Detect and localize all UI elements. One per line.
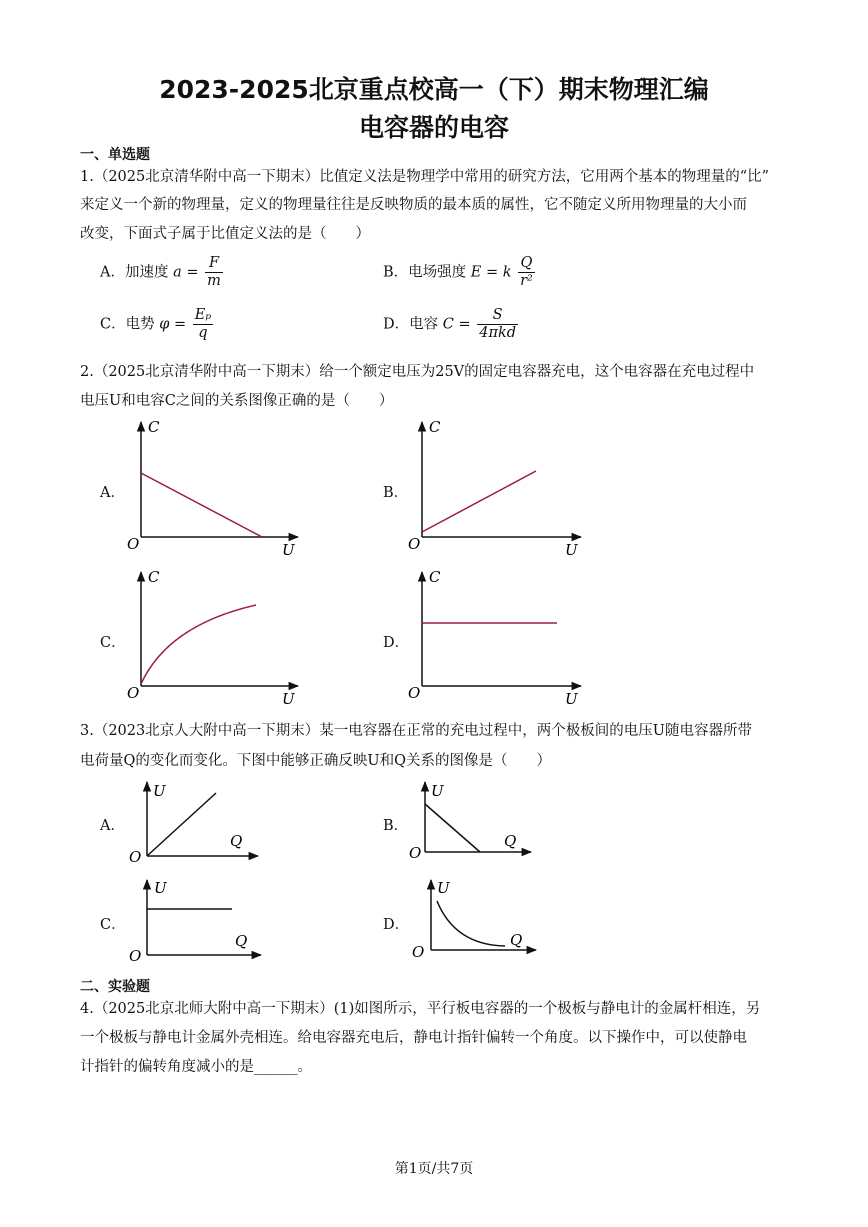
q3-c-xlabel: Q [235, 932, 248, 950]
q2-b-xlabel: U [565, 541, 578, 559]
q2-b-curve [422, 471, 536, 532]
q3-a-xlabel: Q [230, 832, 243, 850]
q2-label-d: D． [383, 635, 410, 651]
q2-b-origin: O [408, 535, 421, 553]
section-experiment: 二、实验题 [80, 979, 150, 995]
q2-line1: 2.（2025北京清华附中高一下期末）给一个额定电压为25V的固定电容器充电，这个电容器在充电过程中 [80, 364, 755, 380]
q3-graph-d [412, 879, 536, 961]
q2-d-ylabel: C [429, 568, 441, 586]
q1-option-d: D．电容 C = $\frac{S}{\text{4πkd}}$ [383, 307, 517, 341]
q2-a-ylabel: C [148, 418, 160, 436]
q3-graph-c [129, 879, 261, 965]
q1-option-b: B．电场强度 E = k $\frac{Q}{\text{r²}}$ [383, 255, 533, 289]
section-single-choice: 一、单选题 [80, 147, 150, 163]
q4-line1: 4.（2025北京北师大附中高一下期末）(1)如图所示，平行板电容器的一个极板与静电计的金属杆相连，另 [80, 1001, 761, 1017]
q4-line2: 一个极板与静电计金属外壳相连。给电容器充电后，静电计指针偏转一个角度。以下操作中，可以使静电 [80, 1030, 747, 1046]
q3-c-origin: O [129, 947, 142, 965]
page-title: 2023-2025北京重点校高一（下）期末物理汇编 [159, 75, 709, 104]
q2-line2: 电压U和电容C之间的关系图像正确的是（ ） [80, 393, 394, 409]
q3-graph-b [409, 782, 531, 862]
q3-d-xlabel: Q [510, 931, 523, 949]
q2-label-b: B． [383, 485, 409, 501]
q3-a-ylabel: U [153, 782, 166, 800]
q3-b-ylabel: U [431, 782, 444, 800]
page-subtitle: 电容器的电容 [358, 113, 509, 142]
q2-d-xlabel: U [565, 690, 578, 708]
q2-graph-b [408, 418, 581, 559]
q3-d-ylabel: U [437, 879, 450, 897]
q3-label-c: C． [100, 917, 126, 933]
q2-c-curve [141, 605, 256, 684]
q1-option-c: C．电势 φ = $\frac{\text{Eₚ}}{q}$ [100, 307, 212, 341]
q3-graph-a [129, 782, 258, 866]
q3-c-ylabel: U [154, 879, 167, 897]
q2-c-ylabel: C [148, 568, 160, 586]
q1-line2: 来定义一个新的物理量，定义的物理量往往是反映物质的最本质的属性，它不随定义所用物理量的大小而 [80, 197, 747, 213]
q1-option-a: A．加速度 a = $\frac{F}{m}$ [100, 255, 221, 289]
q3-b-curve [425, 804, 480, 852]
q2-d-origin: O [408, 684, 421, 702]
q2-a-origin: O [127, 535, 140, 553]
q3-b-origin: O [409, 844, 422, 862]
q3-d-curve [437, 901, 505, 946]
q1-line1: 1.（2025北京清华附中高一下期末）比值定义法是物理学中常用的研究方法，它用两个基本的物理量的“比” [80, 169, 770, 185]
q3-line1: 3.（2023北京人大附中高一下期末）某一电容器在正常的充电过程中，两个极板间的电压U随电容器所带 [80, 723, 752, 739]
q3-b-xlabel: Q [504, 832, 517, 850]
q3-line2: 电荷量Q的变化而变化。下图中能够正确反映U和Q关系的图像是（ ） [80, 753, 551, 769]
q3-a-origin: O [129, 848, 142, 866]
q2-c-xlabel: U [282, 690, 295, 708]
q2-graph-d [408, 568, 581, 708]
q2-a-xlabel: U [282, 541, 295, 559]
q4-line3: 计指针的偏转角度减小的是______。 [80, 1059, 312, 1075]
q3-label-a: A． [100, 818, 125, 834]
q2-graph-c [127, 568, 298, 708]
q3-d-origin: O [412, 943, 425, 961]
q2-label-c: C． [100, 635, 126, 651]
q2-a-curve [141, 473, 262, 537]
q2-c-origin: O [127, 684, 140, 702]
q3-label-b: B． [383, 818, 409, 834]
q2-graph-a [127, 418, 298, 559]
q3-label-d: D． [383, 917, 410, 933]
q2-label-a: A． [100, 485, 125, 501]
q3-a-curve [147, 793, 216, 856]
q1-line3: 改变，下面式子属于比值定义法的是（ ） [80, 226, 370, 242]
q2-b-ylabel: C [429, 418, 441, 436]
page-footer: 第1页/共7页 [394, 1161, 474, 1177]
